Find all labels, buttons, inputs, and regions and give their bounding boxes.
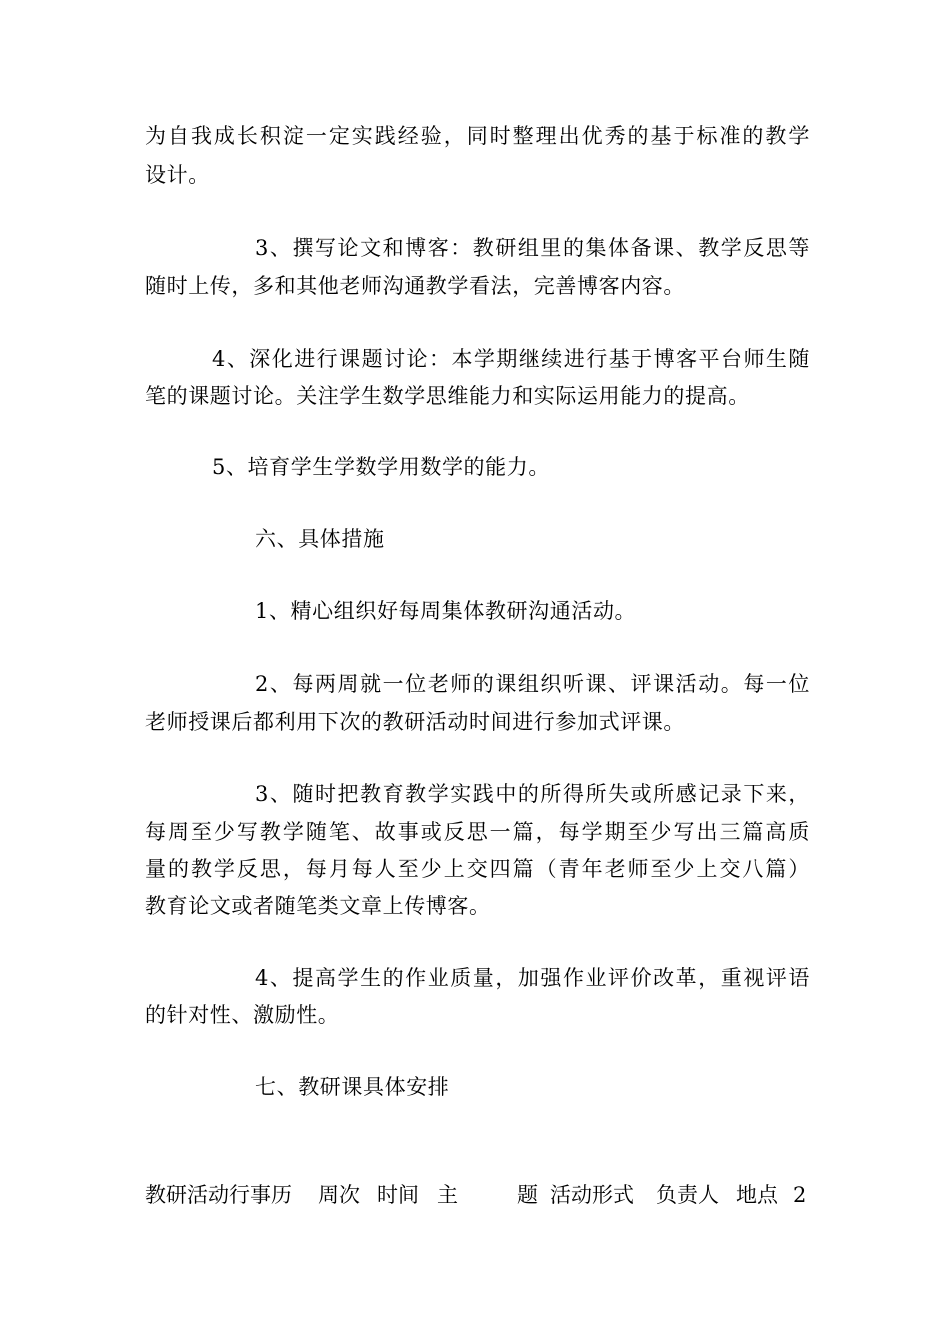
paragraph-line: 老师授课后都利用下次的教研活动时间进行参加式评课。	[145, 710, 685, 734]
table-header-cell: 主	[437, 1183, 458, 1207]
table-header-cell: 地点	[736, 1183, 778, 1207]
paragraph-line: 笔的课题讨论。关注学生数学思维能力和实际运用能力的提高。	[145, 384, 750, 408]
table-header-cell: 2	[793, 1183, 807, 1207]
table-header-cell: 时间	[377, 1183, 419, 1207]
paragraph-line: 为自我成长积淀一定实践经验，同时整理出优秀的基于标准的教学	[145, 124, 810, 148]
table-header-cell: 教研活动行事历	[145, 1183, 292, 1207]
paragraph-line: 2、每两周就一位老师的课组织听课、评课活动。每一位	[255, 672, 810, 696]
paragraph-line: 4、提高学生的作业质量，加强作业评价改革，重视评语	[255, 966, 810, 990]
paragraph-line: 3、随时把教育教学实践中的所得所失或所感记录下来，	[255, 782, 810, 806]
table-header-row	[145, 1180, 810, 1210]
table-header-cell: 活动形式	[550, 1183, 634, 1207]
paragraph-line: 5、培育学生学数学用数学的能力。	[212, 455, 550, 479]
table-header-cell: 负责人	[656, 1183, 719, 1207]
paragraph-line: 教育论文或者随笔类文章上传博客。	[145, 894, 491, 918]
section-heading: 六、具体措施	[255, 527, 385, 551]
paragraph-line: 4、深化进行课题讨论：本学期继续进行基于博客平台师生随	[212, 347, 810, 371]
table-header-cell: 题	[517, 1183, 538, 1207]
paragraph-line: 量的教学反思，每月每人至少上交四篇（青年老师至少上交八篇）	[145, 857, 810, 881]
section-heading: 七、教研课具体安排	[255, 1075, 450, 1099]
paragraph-line: 1、精心组织好每周集体教研沟通活动。	[255, 599, 637, 623]
table-header-cell: 周次	[318, 1183, 360, 1207]
paragraph-line: 的针对性、激励性。	[145, 1003, 340, 1027]
paragraph-line: 随时上传，多和其他老师沟通教学看法，完善博客内容。	[145, 274, 685, 298]
paragraph-line: 3、撰写论文和博客：教研组里的集体备课、教学反思等	[255, 236, 810, 260]
paragraph-line: 设计。	[145, 163, 210, 187]
paragraph-line: 每周至少写教学随笔、故事或反思一篇，每学期至少写出三篇高质	[145, 820, 810, 844]
